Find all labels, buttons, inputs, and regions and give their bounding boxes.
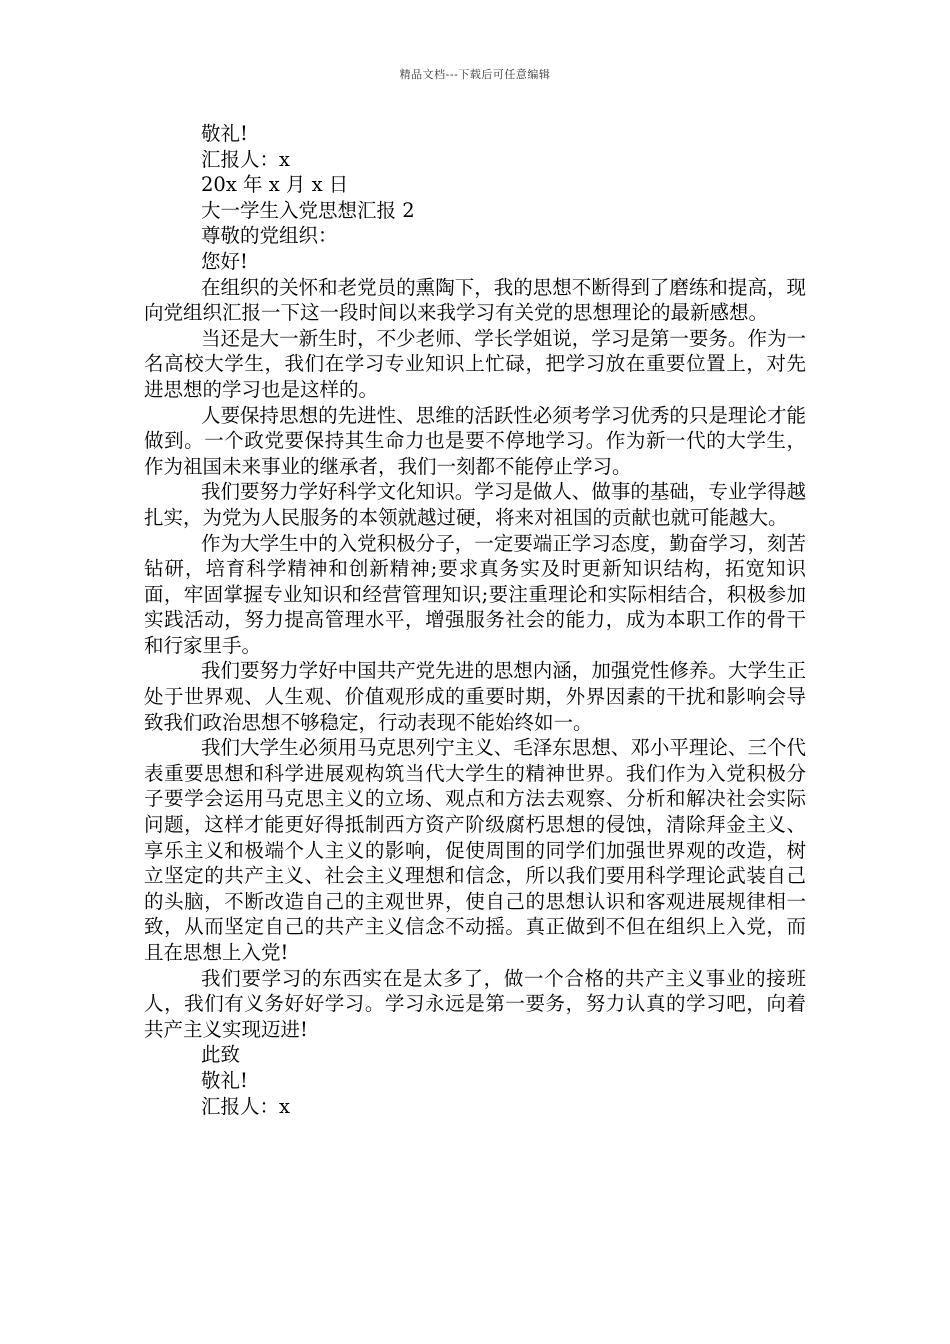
- salutation-line: 敬礼!: [201, 122, 248, 145]
- body-paragraph: 我们要学习的东西实在是太多了，做一个合格的共产主义事业的接班人，我们有义务好好学习。学习永远是第一要务，努力认真的学习吧，向着共产主义实现迈进!: [144, 966, 806, 1041]
- body-paragraph: 我们要努力学好科学文化知识。学习是做人、做事的基础，专业学得越扎实，为党为人民服务的本领就越过硬，将来对祖国的贡献也就可能越大。: [144, 480, 806, 529]
- document-body: [144, 121, 806, 1119]
- closing-salutation: 敬礼!: [201, 1068, 248, 1092]
- body-paragraph: 我们要努力学好中国共产党先进的思想内涵，加强党性修养。大学生正处于世界观、人生观、价值观形成的重要时期，外界因素的干扰和影响会导致我们政治思想不够稳定，行动表现不能始终如一。: [144, 659, 806, 734]
- reporter-line: 汇报人：x: [201, 147, 290, 171]
- body-paragraph: 在组织的关怀和老党员的熏陶下，我的思想不断得到了磨练和提高，现向党组织汇报一下这一段时间以来我学习有关党的思想理论的最新感想。: [144, 275, 806, 325]
- hello-line: 您好!: [201, 249, 248, 273]
- body-paragraph: 当还是大一新生时，不少老师、学长学姐说，学习是第一要务。作为一名高校大学生，我们在学习专业知识上忙碌，把学习放在重要位置上，对先进思想的学习也是这样的。: [144, 326, 806, 401]
- date-line: 20x 年 x 月 x 日: [201, 173, 349, 197]
- body-paragraph: 我们大学生必须用马克思列宁主义、毛泽东思想、邓小平理论、三个代表重要思想和科学进展观构筑当代大学生的精神世界。我们作为入党积极分子要学会运用马克思主义的立场、观点和方法去观察、分析和解决社会实际问题，这样才能更好得抵制西方资产阶级腐朽思想的侵蚀，清除拜金主义、享乐主义和极端个人主义的影响，促使周围的同学们加强世界观的改造，树立坚定的共产主义、社会主义理想和信念，所以我们要用科学理论武装自己的头脑，不断改造自己的主观世界，使自己的思想认识和客观进展规律相一致，从而坚定自己的共产主义信念不动摇。真正做到不但在组织上入党，而且在思想上入党!: [144, 736, 806, 964]
- body-paragraph: 人要保持思想的先进性、思维的活跃性必须考学习优秀的只是理论才能做到。一个政党要保持其生命力也是要不停地学习。作为新一代的大学生，作为祖国未来事业的继承者，我们一刻都不能停止学习。: [144, 403, 806, 478]
- greeting-line: 尊敬的党组织：: [201, 224, 338, 248]
- document-title: 大一学生入党思想汇报 2: [201, 198, 415, 222]
- body-paragraph: 作为大学生中的入党积极分子，一定要端正学习态度，勤奋学习，刻苦钻研，培育科学精神和创新精神;要求真务实及时更新知识结构，拓宽知识面，牢固掌握专业知识和经营管理知识;要注重理论和实际相结合，积极参加实践活动，努力提高管理水平，增强服务社会的能力，成为本职工作的骨干和行家里手。: [144, 531, 806, 657]
- closing-line: 此致: [201, 1043, 241, 1067]
- page-header: 精品文档---下载后可任意编辑: [399, 68, 551, 81]
- closing-reporter: 汇报人：x: [201, 1094, 290, 1118]
